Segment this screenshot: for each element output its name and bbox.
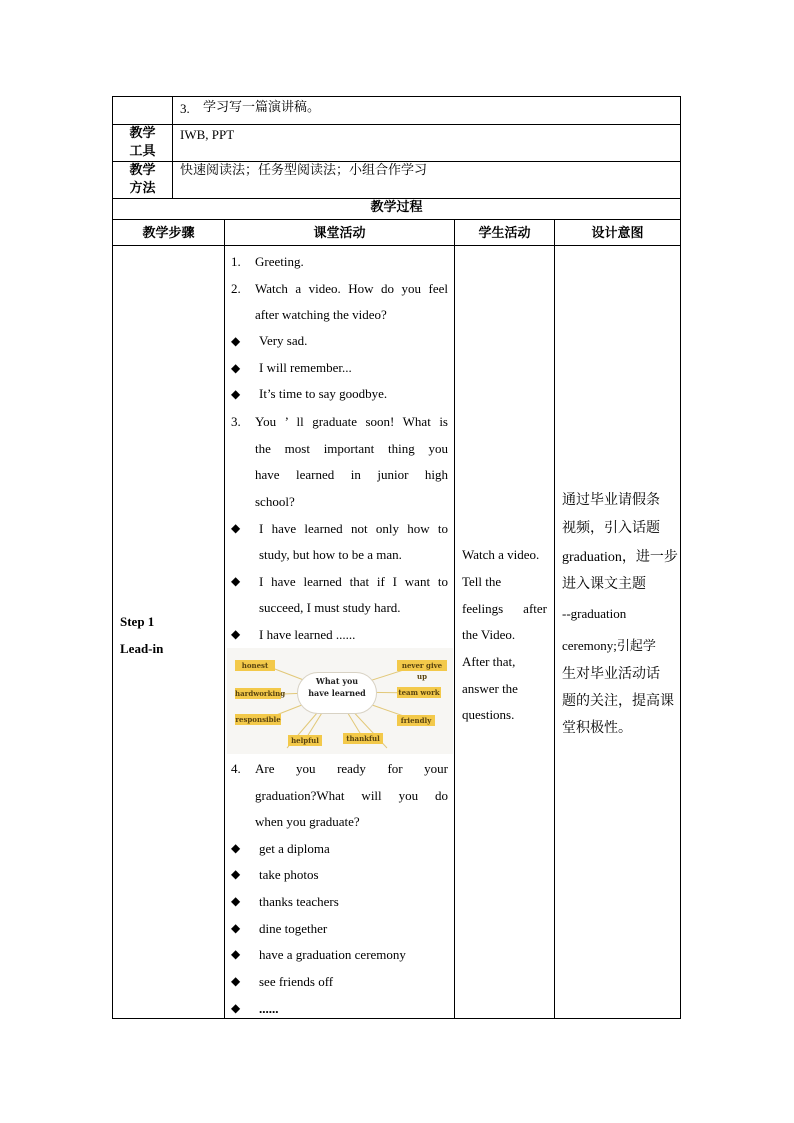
table-border: [224, 219, 225, 1019]
tag-never-give-up: never give up: [397, 660, 447, 671]
activity-text: see friends off: [259, 974, 334, 989]
activity-text: succeed, I must study hard.: [259, 600, 401, 615]
activity-text: I have learned ......: [259, 627, 356, 642]
mind-map-center-label: What you have learned: [308, 676, 366, 698]
bullet-icon: ◆: [231, 894, 241, 908]
activity-text: have a graduation ceremony: [259, 947, 406, 962]
design-text: --graduation: [562, 606, 627, 621]
tag-helpful: helpful: [288, 735, 322, 746]
student-text: the Video.: [462, 627, 516, 642]
design-text: 题的关注，提高课: [562, 693, 674, 709]
header-design: 设计意图: [591, 226, 644, 241]
header-student: 学生活动: [478, 226, 531, 241]
table-border: [112, 161, 681, 162]
bullet-icon: ◆: [231, 947, 241, 961]
activity-text: school?: [255, 494, 295, 509]
tools-value: IWB, PPT: [180, 127, 235, 142]
activity-text: I have learned that if I want to: [259, 574, 448, 589]
process-title: 教学过程: [370, 200, 423, 215]
objective-number: 3.: [180, 101, 190, 116]
activity-text: when you graduate?: [255, 814, 360, 829]
list-number: 2.: [231, 281, 241, 296]
activity-text: Greeting.: [255, 254, 304, 269]
bullet-icon: ◆: [231, 974, 241, 988]
header-step: 教学步骤: [142, 226, 195, 241]
table-border: [112, 219, 681, 220]
bullet-icon: ◆: [231, 1001, 241, 1015]
student-text: Watch a video.: [462, 547, 540, 562]
student-text: answer the: [462, 681, 518, 696]
activity-text: I will remember...: [259, 360, 352, 375]
design-text: 通过毕业请假条: [562, 492, 660, 508]
student-text: Tell the: [462, 574, 502, 589]
bullet-icon: ◆: [231, 361, 241, 375]
tag-honest: honest: [235, 660, 275, 671]
tag-team-work: team work: [398, 688, 440, 697]
bullet-icon: ◆: [231, 921, 241, 935]
list-number: 4.: [231, 761, 241, 776]
table-border: [112, 1018, 681, 1019]
bullet-icon: ◆: [231, 521, 241, 535]
student-text: After that,: [462, 654, 516, 669]
student-text: feelings after: [462, 601, 547, 616]
table-border: [112, 96, 681, 97]
table-border: [454, 219, 455, 1019]
activity-text: the most important thing you: [255, 441, 448, 456]
activity-text: I have learned not only how to: [259, 521, 448, 536]
activity-text: after watching the video?: [255, 307, 387, 322]
header-activity: 课堂活动: [313, 226, 366, 241]
activity-text: ......: [259, 1001, 279, 1016]
table-border: [172, 96, 173, 198]
methods-label: 方法: [129, 181, 156, 196]
activity-text: study, but how to be a man.: [259, 547, 402, 562]
design-text: 生对毕业活动话: [562, 666, 660, 682]
table-border: [112, 245, 681, 246]
tag-friendly: friendly: [397, 715, 435, 726]
design-text: ceremony;引起学: [562, 638, 656, 653]
activity-text: Very sad.: [259, 333, 308, 348]
table-border: [554, 219, 555, 1019]
design-text: 堂积极性。: [562, 720, 632, 736]
activity-text: graduation?What will you do: [255, 788, 448, 803]
bullet-icon: ◆: [231, 867, 241, 881]
table-border: [680, 96, 681, 1019]
activity-text: It’s time to say goodbye.: [259, 386, 388, 401]
design-text: 视频，引入话题: [562, 520, 660, 536]
bullet-icon: ◆: [231, 334, 241, 348]
activity-text: get a diploma: [259, 841, 330, 856]
mind-map-image: [227, 648, 453, 754]
activity-text: thanks teachers: [259, 894, 339, 909]
student-text: questions.: [462, 707, 515, 722]
activity-text: Watch a video. How do you feel: [255, 281, 448, 296]
bullet-icon: ◆: [231, 387, 241, 401]
bullet-icon: ◆: [231, 841, 241, 855]
activity-text: take photos: [259, 867, 319, 882]
list-number: 1.: [231, 254, 241, 269]
tag-hardworking: hardworking: [235, 689, 286, 698]
tools-label: 教学: [129, 126, 156, 141]
design-text: 进入课文主题: [562, 576, 646, 592]
activity-text: dine together: [259, 921, 328, 936]
activity-text: have learned in junior high: [255, 467, 448, 482]
objective-text: 学习写一篇演讲稿。: [203, 100, 321, 115]
list-number: 3.: [231, 414, 241, 429]
activity-text: You ’ ll graduate soon! What is: [255, 414, 448, 429]
tag-responsible: responsible: [235, 715, 281, 724]
bullet-icon: ◆: [231, 627, 241, 641]
design-text: graduation，进一步: [562, 550, 678, 565]
methods-value: 快速阅读法；任务型阅读法；小组合作学习: [180, 163, 428, 178]
step-number: Step 1: [120, 614, 155, 629]
step-name: Lead-in: [120, 641, 164, 656]
bullet-icon: ◆: [231, 574, 241, 588]
tools-label: 工具: [129, 144, 156, 159]
table-border: [112, 124, 681, 125]
activity-text: Are you ready for your: [255, 761, 448, 776]
methods-label: 教学: [129, 163, 156, 178]
table-border: [112, 198, 681, 199]
tag-thankful: thankful: [343, 733, 383, 744]
